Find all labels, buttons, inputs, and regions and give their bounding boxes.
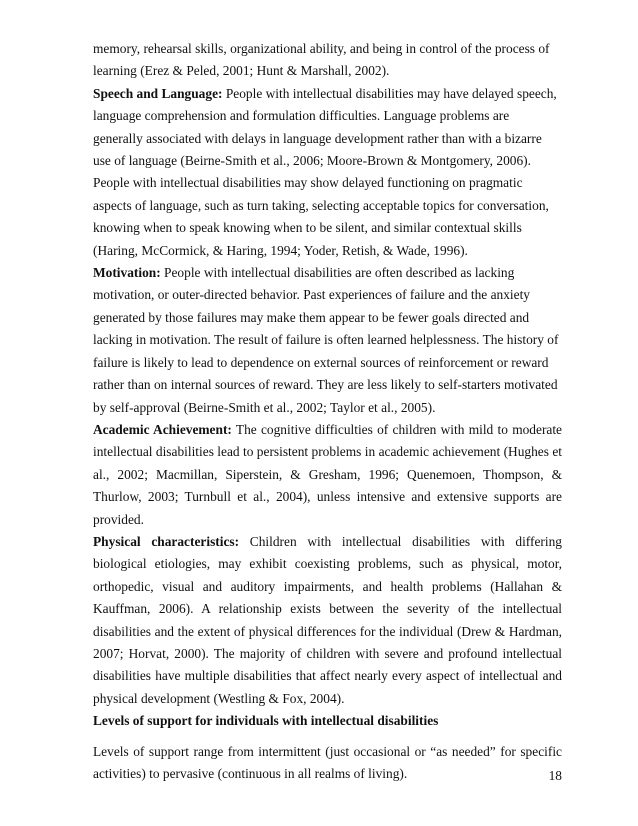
paragraph-text: People with intellectual disabilities are often described as lacking motivation, or outer-directed behavior. Past experiences of failure and the anxiety generated by those failures may make them appear to be fewer goals directed and lacking in motivation. The result of failure is often learned helplessness. The history of failure is likely to lead to dependence on external sources of reinforcement or reward rather than on internal sources of reward. They are less likely to self-starters motivated by self-approval (Beirne-Smith et al., 2002; Taylor et al., 2005). [93, 265, 559, 415]
paragraph-memory [93, 38, 562, 83]
paragraph-heading: Academic Achievement: [93, 421, 232, 437]
paragraph-motivation [93, 262, 562, 419]
paragraph-academic-achievement [93, 419, 562, 531]
page-number: 18 [548, 768, 562, 783]
paragraph-text: Children with intellectual disabilities with differing biological etiologies, may exhibit coexisting problems, such as physical, motor, orthopedic, visual and auditory impairments, and health problems (Hallahan & Kauffman, 2006). A relationship exists between the severity of the intellectual disabilities and the extent of physical differences for the individual (Drew & Hardman, 2007; Horvat, 2000). The majority of children with severe and profound intellectual disabilities have multiple disabilities that affect nearly every aspect of intellectual and physical development (Westling & Fox, 2004). [93, 533, 562, 706]
page-body [93, 38, 562, 785]
paragraph-text: memory, rehearsal skills, organizational ability, and being in control of the process of learning (Erez & Peled, 2001; Hunt & Marshall, 2002). [93, 41, 550, 79]
paragraph-heading: Speech and Language: [93, 85, 223, 101]
paragraph-levels-of-support: Levels of support range from intermittent (just occasional or “as needed” for specific activities) to pervasive (continuous in all realms of living). [93, 743, 562, 781]
paragraph-speech-language [93, 83, 562, 262]
paragraph-text: People with intellectual disabilities may have delayed speech, language comprehension and formulation difficulties. Language problems are generally associated with delays in language development rather than with a bizarre use of language (Beirne-Smith et al., 2006; Moore-Brown & Montgomery, 2006). People with intellectual disabilities may show delayed functioning on pragmatic aspects of language, such as turn taking, selecting acceptable topics for conversation, knowing when to speak knowing when to be silent, and similar contextual skills (Haring, McCormick, & Haring, 1994; Yoder, Retish, & Wade, 1996). [93, 85, 557, 258]
section-heading: Levels of support for individuals with intellectual disabilities [93, 713, 439, 729]
paragraph-heading: Physical characteristics: [93, 533, 240, 549]
paragraph-heading: Motivation: [93, 265, 161, 281]
paragraph-physical-characteristics [93, 531, 562, 710]
paragraph-text: The cognitive difficulties of children with mild to moderate intellectual disabilities lead to persistent problems in academic achievement (Hughes et al., 2002; Macmillan, Siperstein, & Gresham, 1996; Quenemoen, Thompson, & Thurlow, 2003; Turnbull et al., 2004), unless intensive and extensive supports are provided. [93, 421, 563, 527]
